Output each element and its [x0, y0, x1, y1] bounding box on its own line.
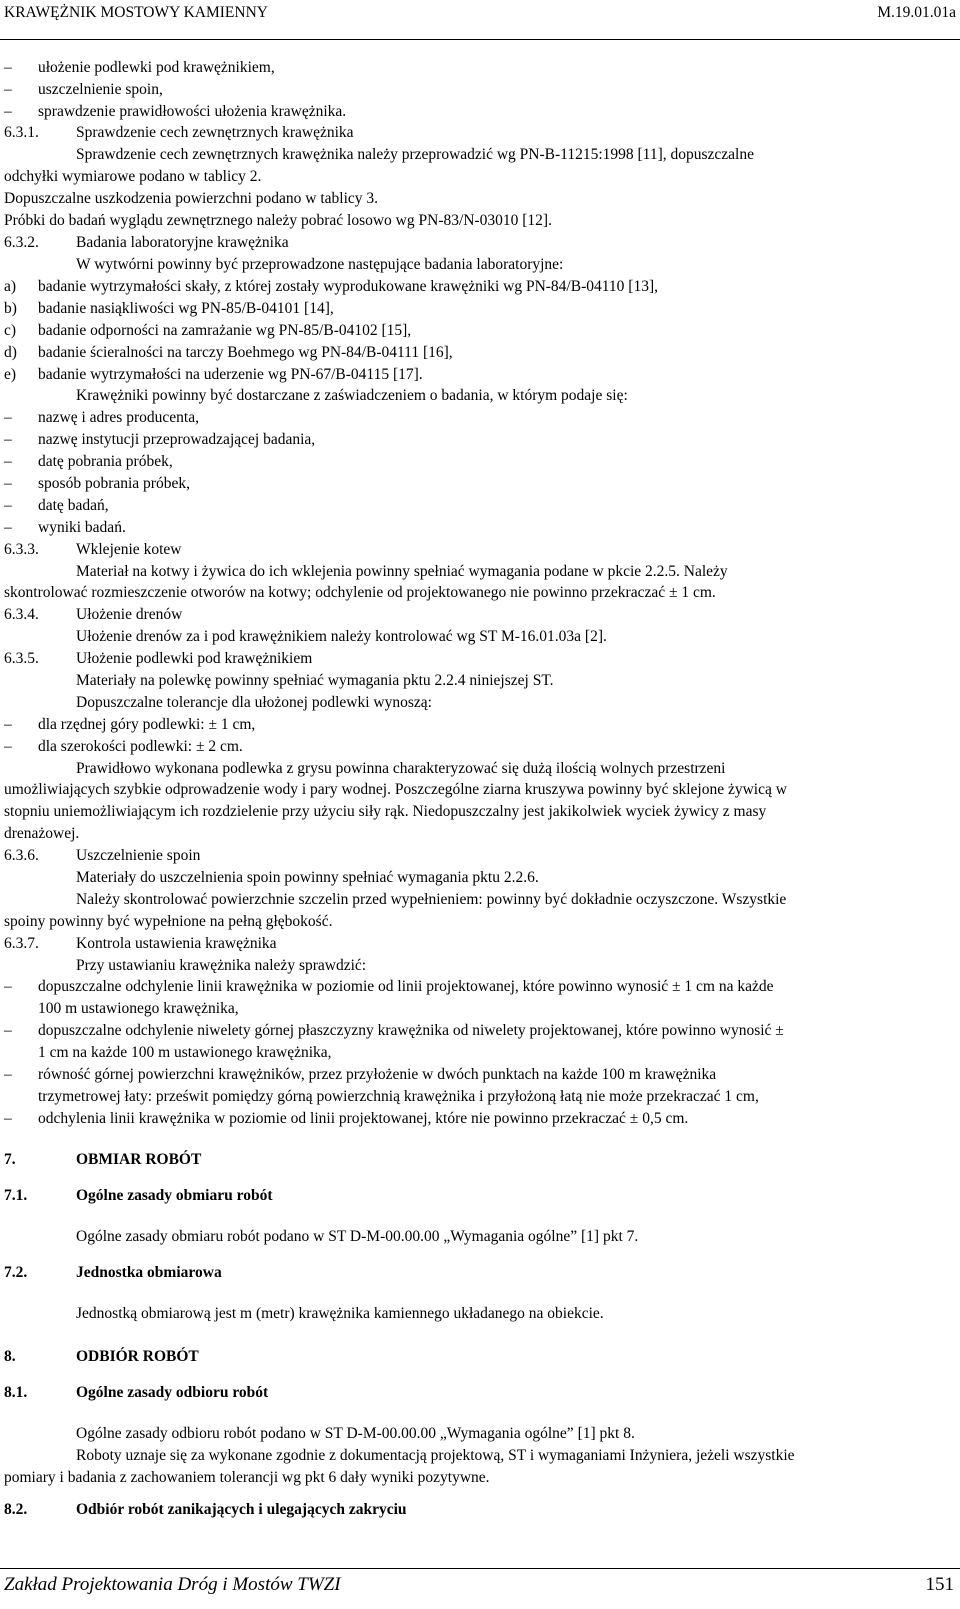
text-line: 100 m ustawionego krawężnika,: [38, 1000, 239, 1017]
text-line: Sprawdzenie cech zewnętrznych krawężnika należy przeprowadzić wg PN-B-11215:1998 [11], dopuszczalne: [76, 146, 754, 163]
line-marker: 6.3.5.: [4, 650, 39, 667]
line-marker: –: [4, 475, 12, 492]
text-line: dla szerokości podlewki: ± 2 cm.: [38, 738, 243, 755]
text-line: Przy ustawianiu krawężnika należy sprawdzić:: [76, 957, 367, 974]
line-marker: 6.3.3.: [4, 541, 39, 558]
line-marker: –: [4, 716, 12, 733]
text-line: skontrolować rozmieszczenie otworów na kotwy; odchylenie od projektowanego nie powinno przekraczać ± 1 cm.: [4, 584, 716, 601]
text-line: badanie odporności na zamrażanie wg PN-85/B-04102 [15],: [38, 322, 412, 339]
text-line: ułożenie podlewki pod krawężnikiem,: [38, 59, 275, 76]
section-heading: Ogólne zasady obmiaru robót: [76, 1187, 273, 1204]
text-line: Wklejenie kotew: [76, 541, 182, 558]
text-line: Próbki do badań wyglądu zewnętrznego należy pobrać losowo wg PN-83/N-03010 [12].: [4, 212, 552, 229]
line-marker: 7.1.: [4, 1187, 28, 1204]
text-line: Kontrola ustawienia krawężnika: [76, 935, 277, 952]
text-line: umożliwiających szybkie odprowadzenie wody i pary wodnej. Poszczególne ziarna kruszywa powinny być sklejone żywicą w: [4, 781, 787, 798]
text-line: Badania laboratoryjne krawężnika: [76, 234, 289, 251]
line-marker: –: [4, 431, 12, 448]
line-marker: –: [4, 453, 12, 470]
text-line: stopniu uniemożliwiającym ich rozdzielenie przy użyciu siły rąk. Niedopuszczalny jest jakikolwiek wyciek żywicy z masy: [4, 803, 767, 820]
line-marker: 7.2.: [4, 1264, 28, 1281]
text-line: Krawężniki powinny być dostarczane z zaświadczeniem o badania, w którym podaje się:: [76, 387, 628, 404]
text-line: dopuszczalne odchylenie niwelety górnej płaszczyzny krawężnika od niwelety projektowanej, które powinno wynosić ±: [38, 1022, 784, 1039]
text-line: dopuszczalne odchylenie linii krawężnika w poziomie od linii projektowanej, które powinno wynosić ± 1 cm na każde: [38, 978, 774, 995]
text-line: badanie nasiąkliwości wg PN-85/B-04101 [14],: [38, 300, 334, 317]
line-marker: –: [4, 1066, 12, 1083]
section-heading: Jednostka obmiarowa: [76, 1264, 222, 1281]
line-marker: –: [4, 497, 12, 514]
text-line: datę badań,: [38, 497, 109, 514]
text-line: Materiał na kotwy i żywica do ich wklejenia powinny spełniać wymagania podane w pkcie 2.2.5. Należy: [76, 563, 728, 580]
line-marker: 6.3.1.: [4, 124, 39, 141]
line-marker: 8.2.: [4, 1501, 28, 1518]
text-line: Dopuszczalne uszkodzenia powierzchni podano w tablicy 3.: [4, 190, 379, 207]
page-footer: [0, 1568, 960, 1609]
line-marker: –: [4, 519, 12, 536]
text-line: Ułożenie podlewki pod krawężnikiem: [76, 650, 313, 667]
text-line: Prawidłowo wykonana podlewka z grysu powinna charakteryzować się dużą ilością wolnych przestrzeni: [76, 760, 726, 777]
line-marker: c): [4, 322, 17, 339]
text-line: Ogólne zasady odbioru robót podano w ST D-M-00.00.00 „Wymagania ogólne” [1] pkt 8.: [76, 1425, 635, 1442]
header-spec-code: M.19.01.01a: [877, 4, 956, 21]
text-line: drenażowej.: [4, 825, 80, 842]
text-line: dla rzędnej góry podlewki: ± 1 cm,: [38, 716, 256, 733]
text-line: Ogólne zasady obmiaru robót podano w ST D-M-00.00.00 „Wymagania ogólne” [1] pkt 7.: [76, 1228, 639, 1245]
text-line: datę pobrania próbek,: [38, 453, 173, 470]
line-marker: 8.: [4, 1348, 16, 1365]
text-line: badanie wytrzymałości skały, z której zostały wyprodukowane krawężniki wg PN-84/B-04110 [13],: [38, 278, 658, 295]
line-marker: e): [4, 366, 17, 383]
line-marker: 6.3.7.: [4, 935, 39, 952]
line-marker: –: [4, 1022, 12, 1039]
text-line: Materiały na polewkę powinny spełniać wymagania pktu 2.2.4 niniejszej ST.: [76, 672, 554, 689]
text-line: spoiny powinny być wypełnione na pełną głębokość.: [4, 913, 333, 930]
line-marker: d): [4, 344, 17, 361]
text-line: pomiary i badania z zachowaniem tolerancji wg pkt 6 dały wyniki pozytywne.: [4, 1469, 490, 1486]
text-line: trzymetrowej łaty: prześwit pomiędzy górną powierzchnią krawężnika i przyłożoną łatą nie może przekraczać 1 cm,: [38, 1088, 759, 1105]
line-marker: –: [4, 59, 12, 76]
line-marker: –: [4, 738, 12, 755]
line-marker: 6.3.4.: [4, 606, 39, 623]
text-line: odchyłki wymiarowe podano w tablicy 2.: [4, 168, 262, 185]
line-marker: b): [4, 300, 17, 317]
text-line: sprawdzenie prawidłowości ułożenia krawężnika.: [38, 103, 347, 120]
text-line: odchylenia linii krawężnika w poziomie od linii projektowanej, które nie powinno przekraczać ± 0,5 cm.: [38, 1110, 689, 1127]
text-line: Sprawdzenie cech zewnętrznych krawężnika: [76, 124, 354, 141]
text-line: Jednostką obmiarową jest m (metr) krawężnika kamiennego układanego na obiekcie.: [76, 1305, 604, 1322]
section-heading: OBMIAR ROBÓT: [76, 1151, 202, 1168]
header-document-title: KRAWĘŻNIK MOSTOWY KAMIENNY: [4, 4, 268, 21]
section-heading: Ogólne zasady odbioru robót: [76, 1384, 269, 1401]
text-line: 1 cm na każde 100 m ustawionego krawężnika,: [38, 1044, 332, 1061]
line-marker: –: [4, 409, 12, 426]
text-line: badanie ścieralności na tarczy Boehmego wg PN-84/B-04111 [16],: [38, 344, 453, 361]
text-line: Dopuszczalne tolerancje dla ułożonej podlewki wynoszą:: [76, 694, 432, 711]
page-number: 151: [925, 1574, 954, 1595]
text-line: Roboty uznaje się za wykonane zgodnie z dokumentacją projektową, ST i wymaganiami Inżyniera, jeżeli wszystkie: [76, 1447, 795, 1464]
text-line: wyniki badań.: [38, 519, 126, 536]
text-line: sposób pobrania próbek,: [38, 475, 190, 492]
text-line: uszczelnienie spoin,: [38, 81, 163, 98]
line-marker: –: [4, 978, 12, 995]
text-line: nazwę i adres producenta,: [38, 409, 199, 426]
line-marker: –: [4, 103, 12, 120]
line-marker: 6.3.6.: [4, 847, 39, 864]
text-line: Należy skontrolować powierzchnie szczelin przed wypełnieniem: powinny być dokładnie oczyszczone. Wszystkie: [76, 891, 787, 908]
line-marker: –: [4, 1110, 12, 1127]
text-line: równość górnej powierzchni krawężników, przez przyłożenie w dwóch punktach na każde 100 m krawężnika: [38, 1066, 717, 1083]
line-marker: 6.3.2.: [4, 234, 39, 251]
section-heading: ODBIÓR ROBÓT: [76, 1348, 199, 1365]
text-line: badanie wytrzymałości na uderzenie wg PN-67/B-04115 [17].: [38, 366, 423, 383]
text-line: Uszczelnienie spoin: [76, 847, 201, 864]
text-line: Materiały do uszczelnienia spoin powinny spełniać wymagania pktu 2.2.6.: [76, 869, 539, 886]
line-marker: a): [4, 278, 17, 295]
line-marker: 7.: [4, 1151, 16, 1168]
text-line: W wytwórni powinny być przeprowadzone następujące badania laboratoryjne:: [76, 256, 564, 273]
page-header: [0, 0, 960, 40]
line-marker: –: [4, 81, 12, 98]
text-line: nazwę instytucji przeprowadzającej badania,: [38, 431, 316, 448]
section-heading: Odbiór robót zanikających i ulegających zakryciu: [76, 1501, 407, 1518]
text-line: Ułożenie drenów: [76, 606, 183, 623]
line-marker: 8.1.: [4, 1384, 28, 1401]
text-line: Ułożenie drenów za i pod krawężnikiem należy kontrolować wg ST M-16.01.03a [2].: [76, 628, 607, 645]
footer-organization: Zakład Projektowania Dróg i Mostów TWZI: [4, 1574, 341, 1595]
